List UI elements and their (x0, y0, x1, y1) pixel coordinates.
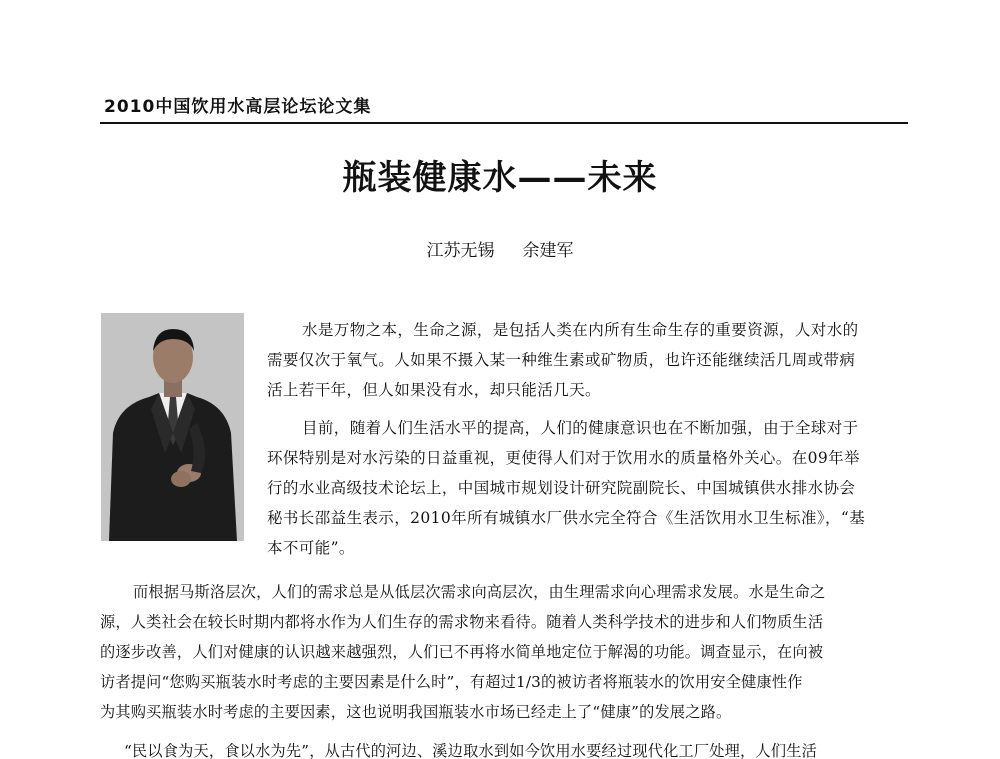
author-portrait-image (101, 313, 244, 541)
paragraph-line: 本不可能”。 (267, 539, 355, 557)
paragraph-line: 为其购买瓶装水时考虑的主要因素，这也说明我国瓶装水市场已经走上了“健康”的发展之路。 (100, 703, 732, 721)
paragraph-2 (267, 413, 866, 563)
header-rule (100, 122, 908, 124)
paragraph-line: 目前，随着人们生活水平的提高，人们的健康意识也在不断加强，由于全球对于 (302, 419, 859, 437)
paragraph-line: 水是万物之本，生命之源，是包括人类在内所有生命生存的重要资源，人对水的 (302, 321, 859, 339)
paragraph-line: 需要仅次于氧气。人如果不摄入某一种维生素或矿物质，也许还能继续活几周或带病 (267, 351, 856, 369)
paragraph-line: 行的水业高级技术论坛上，中国城市规划设计研究院副院长、中国城镇供水排水协会 (267, 479, 856, 497)
paragraph-line: 的逐步改善，人们对健康的认识越来越强烈，人们已不再将水简单地定位于解渴的功能。调查显示，在向被 (100, 643, 824, 661)
running-header: 2010中国饮用水高层论坛论文集 (104, 97, 372, 117)
byline (0, 236, 1000, 261)
article-title: 瓶装健康水——未来 (342, 158, 658, 198)
author-name: 余建军 (522, 241, 574, 261)
paragraph-1 (267, 315, 859, 405)
paragraph-line: 秘书长邵益生表示，2010年所有城镇水厂供水完全符合《生活饮用水卫生标准》，“基 (267, 509, 866, 527)
author-photo (101, 313, 244, 541)
paragraph-3 (100, 577, 826, 727)
paragraph-4 (124, 736, 817, 759)
author-location: 江苏无锡 (426, 241, 495, 261)
paragraph-line: 访者提问“您购买瓶装水时考虑的主要因素是什么时”，有超过1/3的被访者将瓶装水的饮用安全健康性作 (100, 673, 803, 691)
paragraph-line: “民以食为天，食以水为先”，从古代的河边、溪边取水到如今饮用水要经过现代化工厂处理，人们生活 (124, 742, 817, 759)
paragraph-line: 源，人类社会在较长时期内都将水作为人们生存的需求物来看待。随着人类科学技术的进步和人们物质生活 (100, 613, 824, 631)
paragraph-line: 环保特别是对水污染的日益重视，更使得人们对于饮用水的质量格外关心。在09年举 (267, 449, 860, 467)
paragraph-line: 而根据马斯洛层次，人们的需求总是从低层次需求向高层次，由生理需求向心理需求发展。水是生命之 (133, 583, 826, 601)
paragraph-line: 活上若干年，但人如果没有水，却只能活几天。 (267, 381, 601, 399)
